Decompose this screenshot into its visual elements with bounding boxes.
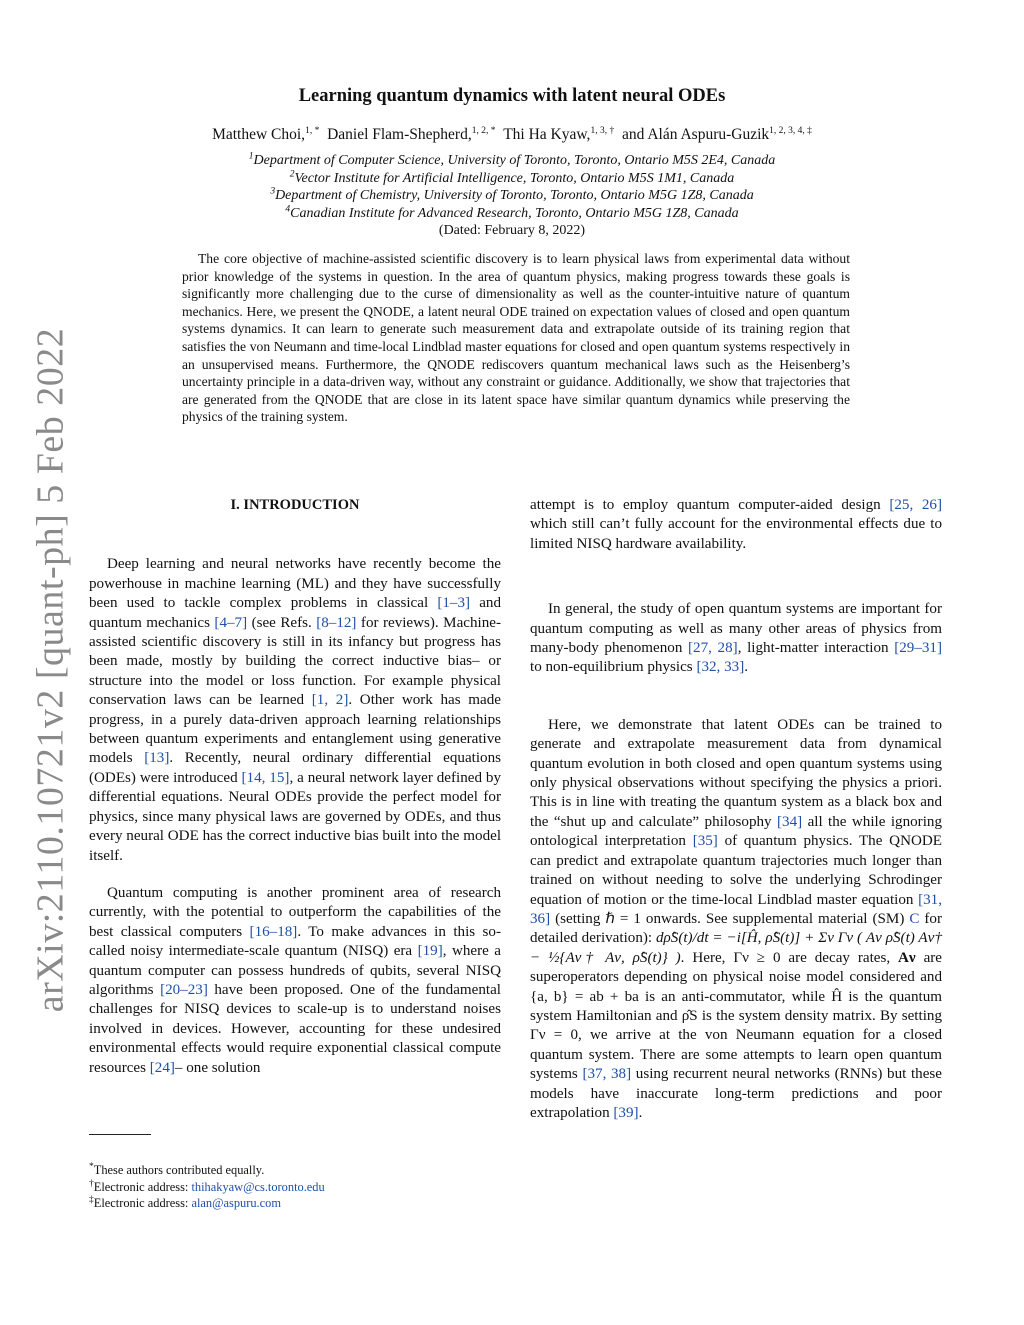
citation-link[interactable]: [16–18] (249, 923, 298, 940)
citation-link[interactable]: [19] (417, 943, 443, 960)
affiliation-number: 4 (285, 203, 291, 214)
affiliation-text: Department of Computer Science, University of Toronto, Toronto, Ontario M5S 2E4, Canada (253, 153, 776, 168)
text-run: are superoperators depending on physical noise model considered and {a, b} = ab + ba is an anti-commutator, while Ĥ is the quantum system Hamiltonian and ρ̂S is the system density matrix. By setting Γν = 0, we arrive at the von Neumann equation for a closed quantum system. There are some attempts to learn open quantum systems (530, 949, 942, 1083)
text-run: for reviews). Machine-assisted scientific discovery is still in its infancy but progress has been made, mostly by building the correct inductive bias– or structure into the model or loss function. For example physical conservation laws can be learned (89, 614, 501, 709)
paragraph (89, 555, 501, 866)
text-run: Here, we demonstrate that latent ODEs can be trained to generate and extrapolate measurement data from dynamical quantum evolution in both closed and open quantum systems using only physical observations without specifying the physics a priori. This is in line with treating the quantum system as a black box and the “shut up and calculate” philosophy (530, 716, 942, 830)
citation-link[interactable]: [24] (149, 1059, 175, 1076)
text-run: of quantum physics. The QNODE can predict and extrapolate quantum trajectories much longer than trained on without needing to solve the underlying Schrodinger equation of motion or the time-local Lindblad master equation (530, 833, 942, 908)
supplement-link[interactable]: C (909, 910, 920, 927)
footnote-mark: * (89, 1161, 94, 1172)
arxiv-identifier-text: arXiv:2110.10721v2 [quant-ph] 5 Feb 2022 (29, 327, 71, 1013)
author-affil-marks: 1, 2, * (471, 125, 496, 136)
affiliation-list (0, 152, 1024, 240)
text-run: , light-matter interaction (737, 640, 895, 657)
paragraph (530, 600, 942, 678)
affiliation-line (0, 187, 1024, 205)
affiliation-text: Department of Chemistry, University of Toronto, Toronto, Ontario M5G 1Z8, Canada (275, 188, 754, 203)
text-run: . Recently, neural ordinary differential equations (ODEs) were introduced (89, 750, 502, 786)
citation-link[interactable]: [25, 26] (889, 497, 942, 513)
date-line: (Dated: February 8, 2022) (438, 223, 586, 238)
footnote-mark: † (89, 1178, 94, 1189)
text-run: attempt is to employ quantum computer-aided design (530, 497, 890, 513)
text-run: have been proposed. One of the fundamental challenges for NISQ devices to scale-up is to understand noises involved in devices. However, accounting for these undesired environmental effects would require exponential classical compute resources (89, 981, 501, 1076)
text-run: . Other work has made progress, in a purely data-driven approach learning relationships between quantum experiments and entanglement using generative models (89, 692, 501, 767)
text-run: and quantum mechanics (89, 595, 501, 631)
affiliation-line (0, 152, 1024, 170)
text-run: Deep learning and neural networks have recently become the powerhouse in machine learning (ML) and they have successfully been used to tackle complex problems in classical (89, 556, 501, 612)
citation-link[interactable]: [37, 38] (582, 1066, 632, 1083)
email-link[interactable]: thihakyaw@cs.toronto.edu (191, 1179, 325, 1194)
text-run: to non-equilibrium physics (530, 659, 697, 676)
text-run: In general, the study of open quantum systems are important for quantum computing as well as many other areas of physics from many-body phenomenon (530, 601, 942, 657)
author-name: and Alán Aspuru-Guzik (621, 126, 770, 143)
text-run: , a neural network layer defined by differential equations. Neural ODEs provide the perfect model for physics, since many physical laws are governed by ODEs, and thus every neural ODE has the correct inductive bias built into the model itself. (89, 769, 502, 864)
footnote-item (89, 1179, 501, 1196)
affiliation-number: 2 (289, 168, 295, 179)
citation-link[interactable]: [31, 36] (530, 891, 942, 927)
author-affil-marks: 1, 3, † (590, 125, 615, 136)
text-run: for detailed derivation): (530, 910, 943, 947)
paragraph (530, 716, 942, 1124)
citation-link[interactable]: [27, 28] (688, 640, 738, 657)
citation-link[interactable]: [29–31] (894, 640, 942, 657)
text-run: . To make advances in this so-called noisy intermediate-scale quantum (NISQ) era (89, 923, 501, 960)
citation-link[interactable]: [14, 15] (241, 769, 290, 786)
citation-link[interactable]: [35] (692, 833, 718, 850)
author-name: Thi Ha Kyaw, (503, 126, 591, 143)
text-run: using recurrent neural networks (RNNs) but these models have inaccurate long-term predictions and poor extrapolation (530, 1066, 942, 1121)
text-run: all the while ignoring ontological interpretation (530, 813, 942, 850)
affiliation-text: Vector Institute for Artificial Intelligence, Toronto, Ontario M5S 1M1, Canada (294, 170, 735, 186)
paper-title: Learning quantum dynamics with latent neural ODEs (298, 86, 726, 106)
footnote-text: These authors contributed equally. (93, 1163, 265, 1177)
author-name: Matthew Choi, (212, 126, 306, 143)
text-run: , where a quantum computer can possess hundreds of qubits, several NISQ algorithms (89, 943, 501, 998)
citation-link[interactable]: [34] (777, 813, 803, 830)
left-column (89, 496, 501, 1078)
citation-link[interactable]: [4–7] (214, 614, 248, 631)
affiliation-number: 3 (270, 186, 276, 197)
text-run: Quantum computing is another prominent area of research currently, with the potential to outperform the capabilities of the best classical computers (89, 884, 501, 940)
affiliation-line (0, 170, 1024, 188)
citation-link[interactable]: [1, 2] (311, 692, 349, 709)
citation-link[interactable]: [1–3] (437, 595, 471, 612)
text-run: – one solution (174, 1059, 261, 1076)
text-run: (see Refs. (247, 614, 317, 631)
footnote-text: Electronic address: (93, 1179, 192, 1194)
email-link[interactable]: alan@aspuru.com (191, 1196, 281, 1210)
text-run: . (638, 1104, 643, 1121)
paragraph (89, 884, 501, 1078)
footnote-item (89, 1195, 501, 1212)
footnote-divider (89, 1134, 151, 1135)
lindblad-equation: dρ̂S(t)/dt = −i[Ĥ, ρ̂S(t)] + Σν Γν ( Aν ρ̂S(t) Aν† − ½{Aν† Aν, ρ̂S(t)} ) (530, 930, 943, 966)
citation-link[interactable]: [13] (144, 750, 170, 767)
text-run: . (744, 659, 749, 676)
affiliation-text: Canadian Institute for Advanced Research, Toronto, Ontario M5G 1Z8, Canada (290, 205, 739, 221)
footnotes (89, 1162, 501, 1212)
right-column (530, 496, 942, 1123)
abstract: The core objective of machine-assisted scientific discovery is to learn physical laws from experimental data without prior knowledge of the systems in question. In the area of quantum physics, making progress towards these goals is significantly more challenging due to the curse of dimensionality as well as the counter-intuitive nature of quantum mechanics. Here, we present the QNODE, a latent neural ODE trained on expectation values of closed and open quantum systems dynamics. It can learn to generate such measurement data and extrapolate outside of its training region that satisfies the von Neumann and time-local Lindblad master equations for closed and open quantum systems respectively in an unsupervised means. Furthermore, the QNODE rediscovers quantum mechanical laws such as the Heisenberg’s uncertainty principle in a data-driven way, without any constraint or guidance. Additionally, we show that trajectories that are generated from the QNODE that are close in its latent space have similar quantum dynamics while preserving the physics of the training system. (182, 251, 850, 425)
author-affil-marks: 1, 2, 3, 4, ‡ (769, 125, 812, 136)
footnote-item (89, 1162, 501, 1179)
text-run: . Here, Γν ≥ 0 are decay rates, (680, 949, 899, 966)
affiliation-line (0, 205, 1024, 223)
footnote-text: Electronic address: (93, 1196, 192, 1210)
arxiv-identifier-stamp (24, 327, 76, 1013)
citation-link[interactable]: [8–12] (316, 614, 357, 631)
section-heading: I. INTRODUCTION (230, 497, 360, 513)
author-name: Daniel Flam-Shepherd, (327, 126, 472, 143)
paragraph (530, 496, 942, 554)
author-affil-marks: 1, * (305, 125, 320, 136)
operator-symbol: Aν (898, 949, 916, 966)
affiliation-number: 1 (248, 151, 254, 162)
text-run: which still can’t fully account for the environmental effects due to limited NISQ hardware availability. (530, 516, 942, 552)
author-list (0, 126, 1024, 144)
citation-link[interactable]: [39] (613, 1104, 639, 1121)
citation-link[interactable]: [32, 33] (696, 659, 745, 676)
footnote-mark: ‡ (89, 1194, 94, 1205)
citation-link[interactable]: [20–23] (160, 981, 208, 998)
text-run: (setting ℏ = 1 onwards. See supplemental material (SM) (550, 910, 910, 927)
